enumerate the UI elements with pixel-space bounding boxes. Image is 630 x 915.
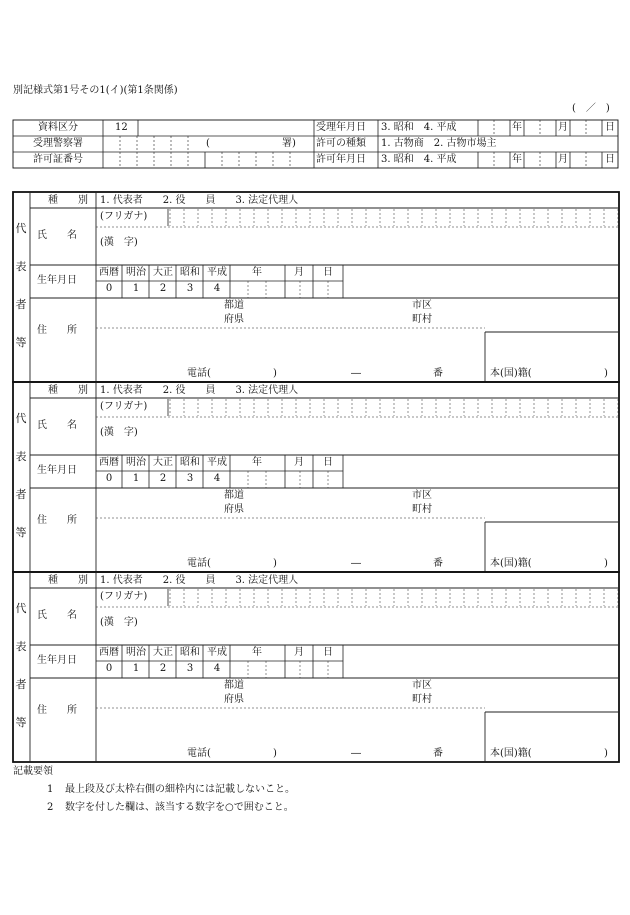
fuken-label: 府県 — [224, 504, 244, 515]
fuken-label: 府県 — [224, 314, 244, 325]
furigana-label: (フリガナ) — [100, 211, 148, 222]
side-label-char: 表 — [15, 450, 27, 463]
honseki-label: 本(国)籍( — [490, 368, 532, 379]
birth-nen: 年 — [252, 457, 262, 468]
era-name: 明治 — [126, 457, 146, 468]
note-number: 2 — [47, 802, 54, 813]
era-number: 2 — [159, 473, 167, 484]
jusho-label: 住 所 — [37, 705, 77, 716]
shiryo-kubun-value: 12 — [115, 122, 128, 133]
jyuri-tsuki: 月 — [558, 122, 568, 133]
era-number: 2 — [159, 283, 167, 294]
shiku-label: 市区 — [412, 300, 432, 311]
era-name: 昭和 — [180, 647, 200, 658]
chouson-label: 町村 — [412, 314, 432, 325]
era-number: 3 — [186, 473, 194, 484]
shubetsu-options: 1. 代表者 2. 役 員 3. 法定代理人 — [100, 195, 299, 206]
era-number: 4 — [213, 473, 221, 484]
side-label-char: 者 — [15, 298, 27, 311]
era-number: 1 — [132, 283, 140, 294]
side-label-char: 者 — [15, 678, 27, 691]
shubetsu-label: 種 別 — [48, 385, 88, 396]
jyuri-keisatsusho-label: 受理警察署 — [33, 138, 83, 149]
fuken-label: 府県 — [224, 694, 244, 705]
era-name: 昭和 — [180, 267, 200, 278]
keisatsusho-suffix: 署) — [282, 138, 296, 149]
side-label-char: 者 — [15, 488, 27, 501]
ban-label: 番 — [433, 558, 443, 569]
side-label-char: 等 — [15, 716, 27, 729]
shiku-label: 市区 — [412, 680, 432, 691]
birth-nen: 年 — [252, 647, 262, 658]
era-name: 昭和 — [180, 457, 200, 468]
honseki-close: ) — [604, 558, 608, 569]
shubetsu-options: 1. 代表者 2. 役 員 3. 法定代理人 — [100, 385, 299, 396]
honseki-close: ) — [604, 748, 608, 759]
era-number: 4 — [213, 283, 221, 294]
kyoka-tsuki: 月 — [558, 154, 568, 165]
era-name: 西暦 — [99, 457, 119, 468]
birth-tsuki: 月 — [294, 457, 304, 468]
page-counter: ( ／ ) — [572, 103, 610, 114]
chouson-label: 町村 — [412, 694, 432, 705]
ban-label: 番 — [433, 368, 443, 379]
jyuri-era-options: 3. 昭和 4. 平成 — [381, 122, 457, 133]
denwa-label: 電話( — [187, 368, 211, 379]
era-name: 西暦 — [99, 647, 119, 658]
jusho-label: 住 所 — [37, 515, 77, 526]
kyokasho-bango-label: 許可証番号 — [33, 154, 83, 165]
birth-hi: 日 — [323, 457, 333, 468]
era-number: 0 — [105, 283, 113, 294]
kanji-label: (漢 字) — [100, 617, 138, 628]
kyoka-type-options: 1. 古物商 2. 古物市場主 — [381, 138, 497, 149]
notes-heading: 記載要領 — [13, 766, 53, 777]
denwa-dash: ― — [351, 748, 361, 759]
era-name: 平成 — [207, 647, 227, 658]
honseki-close: ) — [604, 368, 608, 379]
note-text: 数字を付した欄は、該当する数字を○で囲むこと。 — [65, 802, 294, 813]
furigana-label: (フリガナ) — [100, 401, 148, 412]
side-label-char: 代 — [15, 412, 27, 425]
shimei-label: 氏 名 — [37, 230, 77, 241]
todo-label: 都道 — [224, 490, 244, 501]
era-name: 明治 — [126, 267, 146, 278]
era-number: 1 — [132, 473, 140, 484]
era-number: 0 — [105, 663, 113, 674]
era-name: 平成 — [207, 267, 227, 278]
kyoka-type-label: 許可の種類 — [316, 138, 366, 149]
form-title: 別記様式第1号その1(イ)(第1条関係) — [13, 85, 178, 96]
era-number: 3 — [186, 283, 194, 294]
todo-label: 都道 — [224, 680, 244, 691]
keisatsusho-paren-open: ( — [206, 138, 210, 149]
jusho-label: 住 所 — [37, 325, 77, 336]
era-number: 0 — [105, 473, 113, 484]
shimei-label: 氏 名 — [37, 610, 77, 621]
denwa-dash: ― — [351, 558, 361, 569]
shiryo-kubun-label: 資料区分 — [38, 122, 78, 133]
denwa-close: ) — [273, 368, 277, 379]
kanji-label: (漢 字) — [100, 427, 138, 438]
furigana-label: (フリガナ) — [100, 591, 148, 602]
shubetsu-options: 1. 代表者 2. 役 員 3. 法定代理人 — [100, 575, 299, 586]
shimei-label: 氏 名 — [37, 420, 77, 431]
side-label-char: 代 — [15, 222, 27, 235]
kyoka-nen: 年 — [512, 154, 522, 165]
denwa-label: 電話( — [187, 748, 211, 759]
denwa-close: ) — [273, 558, 277, 569]
era-name: 明治 — [126, 647, 146, 658]
birth-nen: 年 — [252, 267, 262, 278]
seinengappi-label: 生年月日 — [37, 275, 77, 286]
ban-label: 番 — [433, 748, 443, 759]
kyoka-hi: 日 — [605, 154, 615, 165]
birth-hi: 日 — [323, 267, 333, 278]
era-name: 大正 — [153, 457, 173, 468]
era-number: 4 — [213, 663, 221, 674]
jyuri-nen: 年 — [512, 122, 522, 133]
denwa-dash: ― — [351, 368, 361, 379]
era-number: 3 — [186, 663, 194, 674]
birth-hi: 日 — [323, 647, 333, 658]
shubetsu-label: 種 別 — [48, 195, 88, 206]
era-number: 1 — [132, 663, 140, 674]
denwa-close: ) — [273, 748, 277, 759]
kyoka-era-options: 3. 昭和 4. 平成 — [381, 154, 457, 165]
birth-tsuki: 月 — [294, 267, 304, 278]
kanji-label: (漢 字) — [100, 237, 138, 248]
era-name: 大正 — [153, 267, 173, 278]
denwa-label: 電話( — [187, 558, 211, 569]
shiku-label: 市区 — [412, 490, 432, 501]
jyuri-date-label: 受理年月日 — [316, 122, 366, 133]
era-name: 平成 — [207, 457, 227, 468]
era-name: 大正 — [153, 647, 173, 658]
note-text: 最上段及び太枠右側の細枠内には記載しないこと。 — [65, 784, 295, 795]
era-number: 2 — [159, 663, 167, 674]
seinengappi-label: 生年月日 — [37, 655, 77, 666]
note-number: 1 — [47, 784, 54, 795]
shubetsu-label: 種 別 — [48, 575, 88, 586]
side-label-char: 表 — [15, 640, 27, 653]
era-name: 西暦 — [99, 267, 119, 278]
todo-label: 都道 — [224, 300, 244, 311]
honseki-label: 本(国)籍( — [490, 748, 532, 759]
birth-tsuki: 月 — [294, 647, 304, 658]
chouson-label: 町村 — [412, 504, 432, 515]
honseki-label: 本(国)籍( — [490, 558, 532, 569]
jyuri-hi: 日 — [605, 122, 615, 133]
side-label-char: 等 — [15, 526, 27, 539]
kyoka-date-label: 許可年月日 — [316, 154, 366, 165]
side-label-char: 代 — [15, 602, 27, 615]
side-label-char: 表 — [15, 260, 27, 273]
seinengappi-label: 生年月日 — [37, 465, 77, 476]
side-label-char: 等 — [15, 336, 27, 349]
